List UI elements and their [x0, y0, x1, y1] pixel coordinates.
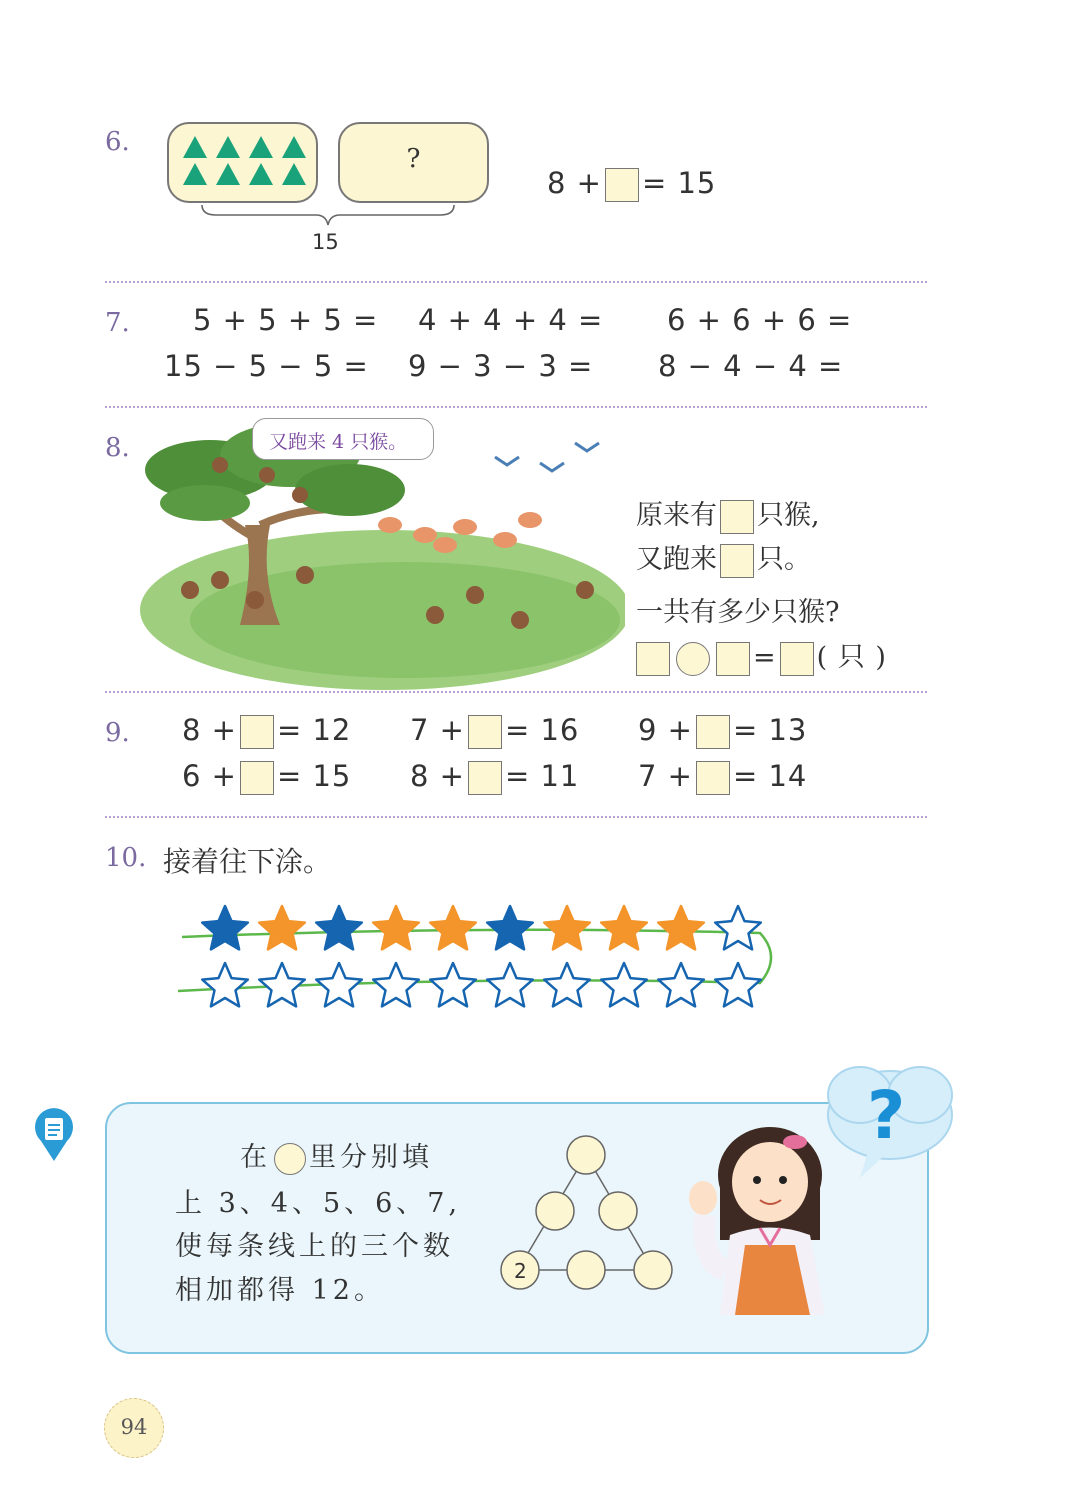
q8-operator-circle[interactable]	[676, 642, 710, 676]
q7-number: 7.	[105, 308, 130, 338]
triangle-icon	[249, 163, 273, 185]
q9-b: = 12	[276, 713, 352, 747]
q8-line2-suffix: 只。	[757, 544, 811, 575]
star-icon	[658, 906, 704, 949]
puzzle-circle-left-mid	[536, 1192, 574, 1230]
q9-a: 7 +	[638, 759, 693, 793]
q8-line2	[636, 537, 811, 578]
unknown-question-mark: ?	[406, 144, 421, 174]
divider	[105, 816, 927, 818]
puzzle-line4: 相加都得 12。	[175, 1275, 385, 1306]
q9-item	[410, 713, 579, 749]
star-icon[interactable]	[316, 963, 362, 1006]
q8-added-box[interactable]	[720, 544, 754, 578]
q7-row1-eq1: 5 + 5 + 5 =	[193, 303, 379, 337]
star-icon[interactable]	[430, 963, 476, 1006]
q8-equation	[633, 635, 887, 676]
q9-b: = 11	[504, 759, 580, 793]
q9-answer-box[interactable]	[696, 761, 730, 795]
star-icon	[316, 906, 362, 949]
q9-a: 9 +	[638, 713, 693, 747]
q9-item	[638, 759, 807, 795]
star-icon[interactable]	[601, 963, 647, 1006]
star-icon	[430, 906, 476, 949]
puzzle-line1-prefix: 在	[240, 1142, 271, 1173]
triangle-icon	[183, 163, 207, 185]
q8-line2-prefix: 又跑来	[636, 544, 717, 575]
q8-original-box[interactable]	[720, 500, 754, 534]
triangle-icon	[282, 163, 306, 185]
q10-instruction: 接着往下涂。	[163, 845, 332, 878]
star-icon[interactable]	[544, 963, 590, 1006]
q7-row2-eq1: 15 − 5 − 5 =	[164, 349, 369, 383]
puzzle-circle-bottom-mid	[567, 1251, 605, 1289]
q9-b: = 14	[732, 759, 808, 793]
star-icon	[544, 906, 590, 949]
q8-line1	[636, 493, 820, 534]
triangles-svg	[169, 124, 316, 201]
q9-a: 8 +	[182, 713, 237, 747]
star-icon	[202, 906, 248, 949]
total-brace	[198, 203, 458, 229]
q6-eq-right: = 15	[641, 166, 717, 200]
divider	[105, 281, 927, 283]
q7-row2-eq2: 9 − 3 − 3 =	[408, 349, 594, 383]
divider	[105, 691, 927, 693]
q9-a: 6 +	[182, 759, 237, 793]
star-icon	[259, 906, 305, 949]
q9-b: = 15	[276, 759, 352, 793]
star-icon	[373, 906, 419, 949]
q8-line1-suffix: 只猴,	[757, 500, 820, 531]
q6-equation	[547, 166, 716, 202]
puzzle-circle-top	[567, 1136, 605, 1174]
page-number: 94	[120, 1415, 148, 1439]
puzzle-given-value: 2	[514, 1259, 527, 1283]
triangle-icon	[249, 136, 273, 158]
q9-answer-box[interactable]	[468, 761, 502, 795]
q9-a: 8 +	[410, 759, 465, 793]
triangle-group	[167, 122, 318, 203]
star-icon[interactable]	[715, 906, 761, 949]
q10-number: 10.	[105, 843, 147, 873]
cloud-question-mark: ?	[867, 1077, 906, 1154]
q8-equals: =	[753, 642, 777, 673]
unknown-group	[338, 122, 489, 203]
triangle-icon	[216, 136, 240, 158]
puzzle-circle-right-mid	[599, 1192, 637, 1230]
q8-eq-box2[interactable]	[716, 642, 750, 676]
star-icon[interactable]	[259, 963, 305, 1006]
girl-illustration	[665, 1120, 865, 1315]
puzzle-inline-circle	[274, 1143, 306, 1175]
puzzle-line2: 上 3、4、5、6、7,	[175, 1188, 462, 1219]
star-icon[interactable]	[487, 963, 533, 1006]
q9-item	[410, 759, 579, 795]
q9-answer-box[interactable]	[240, 715, 274, 749]
star-icon[interactable]	[202, 963, 248, 1006]
q8-eq-box1[interactable]	[636, 642, 670, 676]
divider	[105, 406, 927, 408]
q9-b: = 13	[732, 713, 808, 747]
q6-answer-box[interactable]	[605, 168, 639, 202]
speech-text: 又跑来 4 只猴。	[269, 431, 408, 453]
puzzle-line3: 使每条线上的三个数	[175, 1231, 454, 1262]
q8-number: 8.	[105, 433, 130, 463]
puzzle-line1	[240, 1135, 433, 1175]
q7-row1-eq2: 4 + 4 + 4 =	[418, 303, 604, 337]
q9-a: 7 +	[410, 713, 465, 747]
q6-eq-left: 8 +	[547, 166, 602, 200]
note-pin-icon	[33, 1105, 75, 1163]
q9-b: = 16	[504, 713, 580, 747]
star-icon[interactable]	[373, 963, 419, 1006]
q9-answer-box[interactable]	[240, 761, 274, 795]
star-strings	[170, 895, 780, 1020]
puzzle-line1-suffix: 里分别填	[309, 1142, 433, 1173]
star-icon[interactable]	[715, 963, 761, 1006]
q9-item	[182, 759, 351, 795]
q9-number: 9.	[105, 718, 130, 748]
q9-answer-box[interactable]	[468, 715, 502, 749]
q8-unit: ( 只 )	[816, 642, 887, 673]
q6-number: 6.	[105, 127, 130, 157]
q9-answer-box[interactable]	[696, 715, 730, 749]
page-number-badge	[104, 1398, 164, 1458]
star-icon	[601, 906, 647, 949]
q8-result-box[interactable]	[780, 642, 814, 676]
q8-question: 一共有多少只猴?	[636, 597, 840, 628]
q8-line1-prefix: 原来有	[636, 500, 717, 531]
star-icon[interactable]	[658, 963, 704, 1006]
speech-bubble	[252, 418, 434, 460]
q9-item	[638, 713, 807, 749]
triangle-icon	[216, 163, 240, 185]
q9-item	[182, 713, 351, 749]
star-icon	[487, 906, 533, 949]
brace-total-label: 15	[312, 230, 339, 254]
q7-row1-eq3: 6 + 6 + 6 =	[667, 303, 853, 337]
triangle-circle-diagram	[498, 1135, 678, 1295]
triangle-icon	[183, 136, 207, 158]
triangle-icon	[282, 136, 306, 158]
q7-row2-eq3: 8 − 4 − 4 =	[658, 349, 844, 383]
